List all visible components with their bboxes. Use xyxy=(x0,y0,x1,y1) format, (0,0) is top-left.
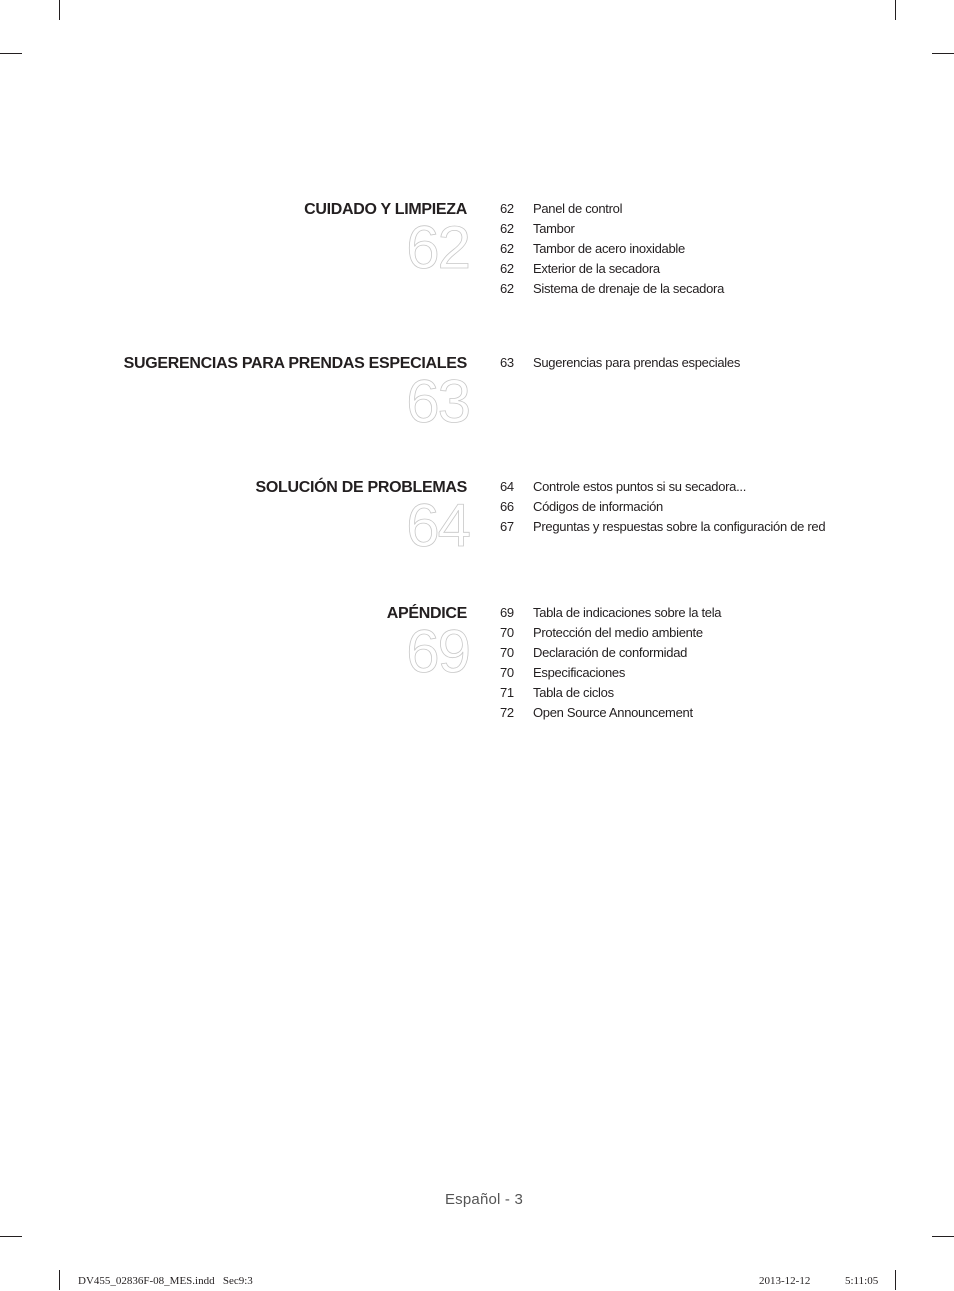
entry-label: Open Source Announcement xyxy=(533,705,693,720)
crop-mark-top-left-h xyxy=(0,53,22,54)
entry-label: Tambor xyxy=(533,221,575,236)
slug-file: DV455_02836F-08_MES.indd Sec9:3 xyxy=(78,1275,253,1287)
entry-page: 70 xyxy=(500,665,514,680)
section-title: CUIDADO Y LIMPIEZA xyxy=(304,201,467,218)
entry-list xyxy=(500,354,740,374)
toc-entry[interactable] xyxy=(500,684,721,704)
entry-label: Declaración de conformidad xyxy=(533,645,688,660)
entry-page: 62 xyxy=(500,221,514,236)
section-title: APÉNDICE xyxy=(386,605,467,622)
entry-label: Especificaciones xyxy=(533,665,626,680)
toc-entry[interactable] xyxy=(500,220,724,240)
entry-page: 70 xyxy=(500,625,514,640)
crop-mark-bottom-left xyxy=(59,1270,60,1290)
section-number: 62 xyxy=(406,214,469,281)
entry-page: 62 xyxy=(500,261,514,276)
section-number: 64 xyxy=(406,492,469,559)
entry-list xyxy=(500,478,825,538)
entry-page: 62 xyxy=(500,241,514,256)
entry-page: 64 xyxy=(500,479,514,494)
entry-page: 62 xyxy=(500,201,514,216)
toc-entry[interactable] xyxy=(500,644,721,664)
entry-label: Preguntas y respuestas sobre la configuración de red xyxy=(533,519,826,534)
entry-label: Panel de control xyxy=(533,201,623,216)
toc-entry[interactable] xyxy=(500,240,724,260)
entry-page: 67 xyxy=(500,519,514,534)
toc-entry[interactable] xyxy=(500,200,724,220)
crop-mark-top-left xyxy=(59,0,60,20)
section-number: 63 xyxy=(406,368,469,435)
entry-page: 72 xyxy=(500,705,514,720)
toc-entry[interactable] xyxy=(500,518,825,538)
page-number-label: Español - 3 xyxy=(444,1191,524,1208)
toc-entry[interactable] xyxy=(500,260,724,280)
entry-page: 69 xyxy=(500,605,514,620)
entry-list xyxy=(500,604,721,724)
entry-label: Sistema de drenaje de la secadora xyxy=(533,281,725,296)
toc-entry[interactable] xyxy=(500,498,825,518)
entry-label: Tabla de indicaciones sobre la tela xyxy=(533,605,722,620)
crop-mark-top-right xyxy=(895,0,896,20)
entry-label: Sugerencias para prendas especiales xyxy=(533,355,741,370)
entry-label: Controle estos puntos si su secadora... xyxy=(533,479,747,494)
entry-page: 70 xyxy=(500,645,514,660)
slug-time: 5:11:05 xyxy=(845,1275,879,1287)
entry-label: Tabla de ciclos xyxy=(533,685,614,700)
toc-entry[interactable] xyxy=(500,478,825,498)
entry-page: 66 xyxy=(500,499,514,514)
crop-mark-bottom-right xyxy=(895,1270,896,1290)
toc-entry[interactable] xyxy=(500,604,721,624)
crop-mark-bottom-right-h xyxy=(932,1236,954,1237)
toc-entry[interactable] xyxy=(500,624,721,644)
section-number: 69 xyxy=(406,618,469,685)
entry-list xyxy=(500,200,724,300)
entry-label: Exterior de la secadora xyxy=(533,261,660,276)
toc-entry[interactable] xyxy=(500,704,721,724)
entry-page: 71 xyxy=(500,685,514,700)
toc-entry[interactable] xyxy=(500,664,721,684)
toc-entry[interactable] xyxy=(500,280,724,300)
entry-label: Protección del medio ambiente xyxy=(533,625,703,640)
section-title: SOLUCIÓN DE PROBLEMAS xyxy=(255,479,467,496)
entry-page: 62 xyxy=(500,281,514,296)
crop-mark-top-right-h xyxy=(932,53,954,54)
entry-label: Códigos de información xyxy=(533,499,663,514)
crop-mark-bottom-left-h xyxy=(0,1236,22,1237)
toc-entry[interactable] xyxy=(500,354,740,374)
entry-label: Tambor de acero inoxidable xyxy=(533,241,685,256)
page-footer xyxy=(0,1191,954,1208)
section-title: SUGERENCIAS PARA PRENDAS ESPECIALES xyxy=(123,355,467,372)
slug-date: 2013-12-12 xyxy=(759,1275,811,1287)
entry-page: 63 xyxy=(500,355,514,370)
